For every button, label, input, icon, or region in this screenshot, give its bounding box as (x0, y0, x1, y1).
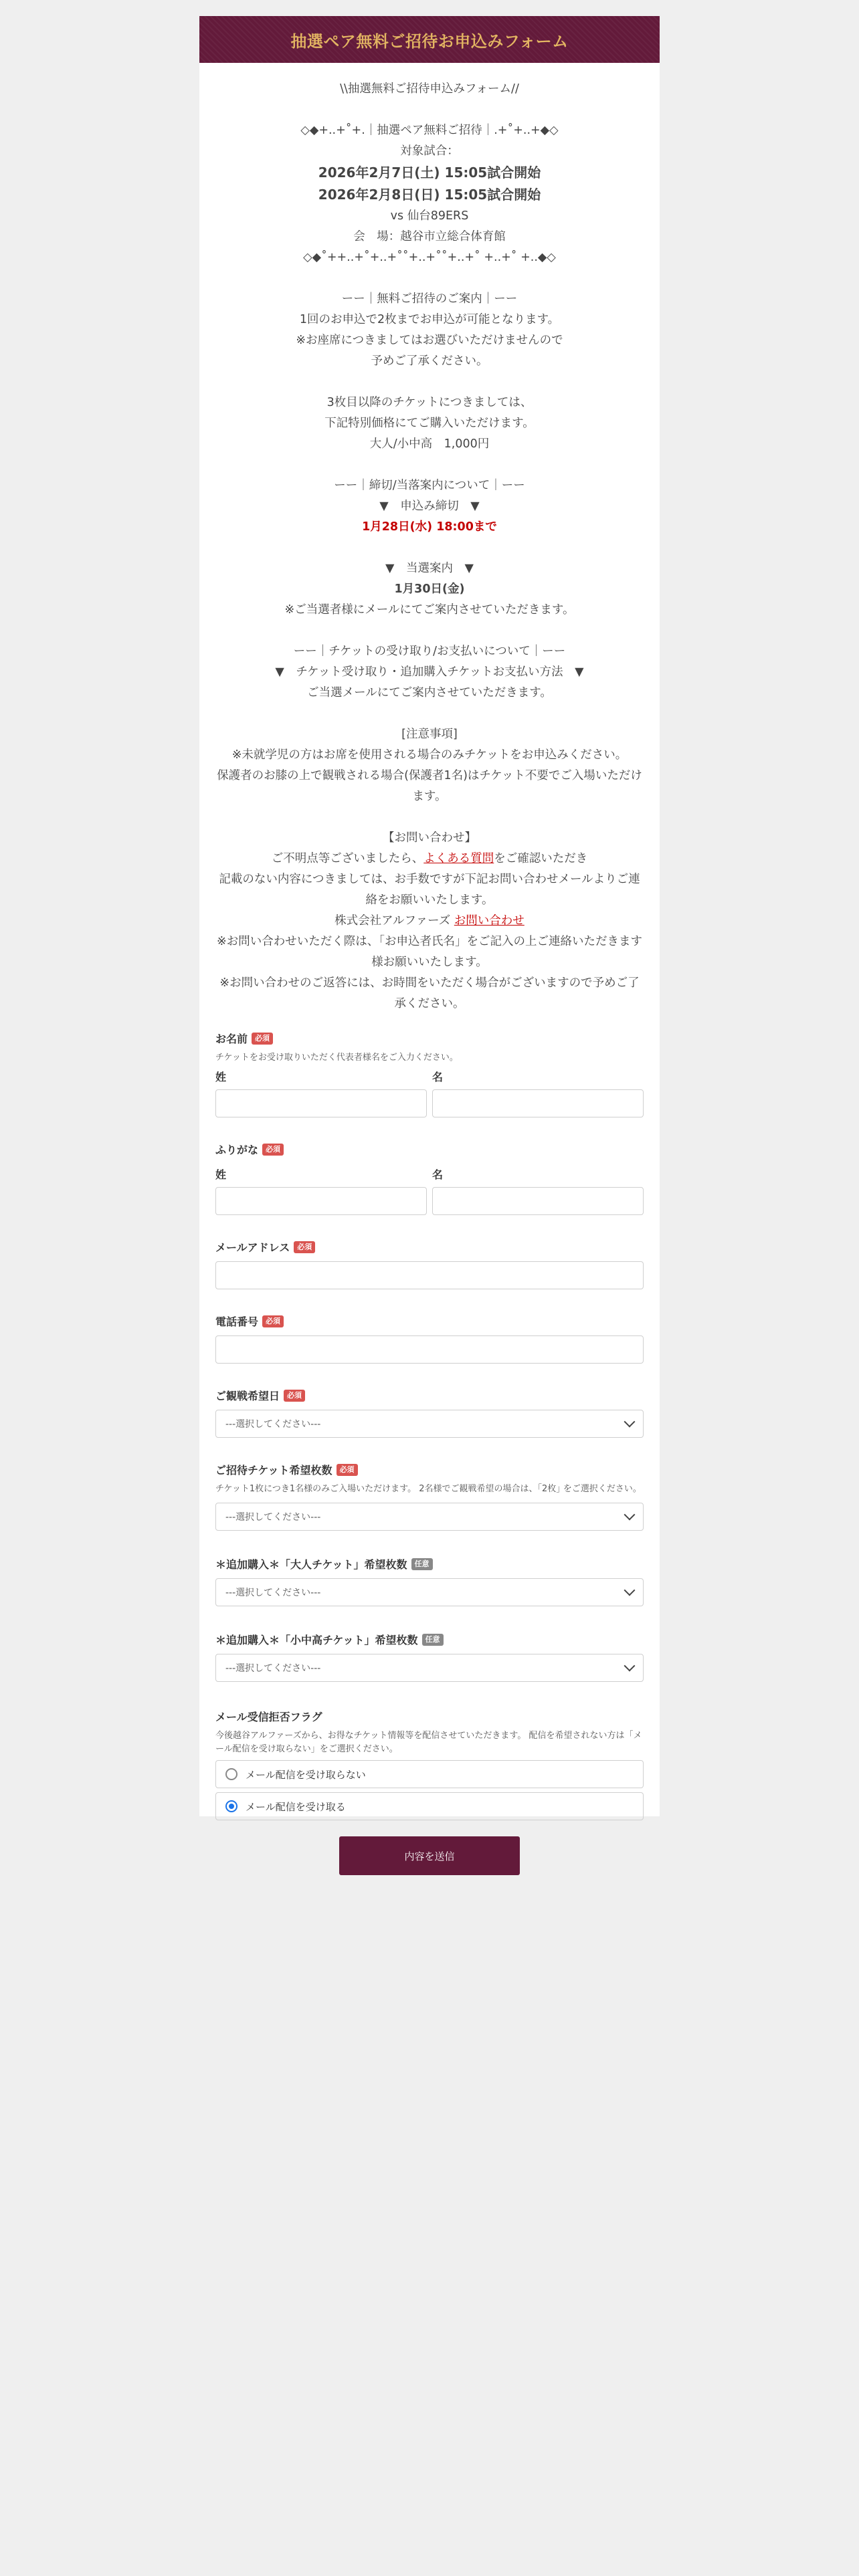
submit-wrap (215, 1836, 644, 1875)
phone-field (215, 1313, 644, 1364)
last-kana-col (215, 1166, 427, 1215)
adult-select-value: ---選択してください--- (225, 1588, 321, 1598)
phone-label: 電話番号 (215, 1315, 259, 1328)
intro-line: 1回のお申込で2枚までお申込が可能となります。 (299, 313, 560, 326)
intro-line: 下記特別価格にてご購入いただけます。 (324, 417, 535, 430)
last-kana-input[interactable] (215, 1187, 427, 1215)
company-name: 株式会社アルファーズ (335, 914, 454, 928)
first-name-label: 名 (432, 1071, 444, 1083)
ticket-count-select[interactable] (215, 1503, 644, 1531)
email-input[interactable] (215, 1261, 644, 1289)
section-heading: ーー｜無料ご招待のご案内｜ーー (341, 292, 518, 306)
chevron-down-icon (624, 1416, 636, 1428)
intro-line: ▼ 当選案内 ▼ (385, 562, 474, 575)
required-badge: 必須 (262, 1144, 284, 1156)
child-ticket-field (215, 1632, 644, 1682)
page-title: 抽選ペア無料ご招待お申込みフォーム (290, 31, 569, 51)
intro-line: \\抽選無料ご招待申込みフォーム// (340, 82, 519, 96)
first-kana-col (432, 1166, 644, 1215)
contact-heading: 【お問い合わせ】 (383, 831, 476, 845)
intro-text (199, 63, 660, 1014)
phone-input[interactable] (215, 1335, 644, 1364)
phone-label-row (215, 1313, 644, 1329)
count-label-row (215, 1462, 644, 1477)
submit-button[interactable]: 内容を送信 (339, 1836, 520, 1875)
first-name-input[interactable] (432, 1089, 644, 1117)
page-header (199, 16, 660, 63)
intro-line: ◇◆˚++..+˚+..+˚˚+..+˚˚+..+˚ +..+˚ +..◆◇ (303, 251, 556, 264)
venue: 会 場：越谷市立総合体育館 (353, 230, 506, 243)
form-container (199, 16, 660, 1862)
name-note: チケットをお受け取りいただく代表者様名をご入力ください。 (215, 1053, 458, 1063)
intro-line: ◇◆+..+˚+.｜抽選ペア無料ご招待｜.+˚+..+◆◇ (300, 124, 559, 137)
mail-label: メール受信拒否フラグ (215, 1711, 322, 1723)
intro-line: 記載のない内容につきましては、お手数ですが下記お問い合わせメールよりご連絡をお願いいたします。 (219, 873, 640, 907)
intro-line: 予めご了承ください。 (371, 354, 488, 368)
count-label: ご招待チケット希望枚数 (215, 1464, 332, 1477)
chevron-down-icon (624, 1509, 636, 1521)
intro-line: ※未就学児の方はお席を使用される場合のみチケットをお申込みください。 (231, 748, 628, 762)
first-kana-input[interactable] (432, 1187, 644, 1215)
last-name-col (215, 1069, 427, 1117)
intro-line: ▼ 申込み締切 ▼ (379, 500, 480, 513)
first-name-col (432, 1069, 644, 1117)
faq-text-b: をご確認いただき (494, 852, 588, 865)
adult-ticket-select[interactable] (215, 1578, 644, 1606)
adult-ticket-field (215, 1556, 644, 1606)
intro-line: ※お問い合わせのご返答には、お時間をいただく場合がございますので予めご了承ください。 (219, 976, 640, 1010)
contact-link[interactable]: お問い合わせ (454, 914, 524, 928)
child-select-value: ---選択してください--- (225, 1663, 321, 1674)
chevron-down-icon (624, 1660, 636, 1672)
mail-option-yes[interactable] (215, 1792, 644, 1820)
child-ticket-select[interactable] (215, 1654, 644, 1682)
intro-line: ※お座席につきましてはお選びいただけませんので (296, 334, 563, 347)
count-select-value: ---選択してください--- (225, 1512, 321, 1523)
intro-line: 対象試合： (400, 144, 459, 158)
mail-option-no-label: メール配信を受け取らない (246, 1768, 366, 1781)
email-label-row (215, 1239, 644, 1255)
game-date-2: 2026年2月8日(日) 15:05試合開始 (318, 187, 541, 203)
mail-option-no[interactable] (215, 1760, 644, 1788)
count-note: チケット1枚につき1名様のみご入場いただけます。 2名様でご観戦希望の場合は、｢2枚｣ をご選択ください。 (215, 1484, 642, 1494)
required-badge: 必須 (284, 1390, 305, 1402)
section-heading: ーー｜締切/当落案内について｜ーー (334, 479, 525, 492)
announce-date: 1月30日(金) (394, 582, 465, 596)
intro-line: 保護者のお膝の上で観戦される場合(保護者1名)はチケット不要でご入場いただけます。 (217, 769, 642, 803)
faq-line (215, 849, 644, 869)
date-select[interactable] (215, 1410, 644, 1438)
kana-label: ふりがな (215, 1144, 259, 1156)
application-form (199, 1031, 660, 1875)
name-label-row (215, 1031, 644, 1046)
chevron-down-icon (624, 1585, 636, 1596)
date-label-row (215, 1388, 644, 1403)
child-label-row (215, 1632, 644, 1647)
required-badge: 必須 (252, 1033, 273, 1045)
price-line: 大人/小中高 1,000円 (369, 437, 490, 451)
optional-badge: 任意 (422, 1634, 444, 1646)
last-kana-label: 姓 (215, 1168, 227, 1181)
date-label: ご観戦希望日 (215, 1390, 280, 1402)
intro-line: 3枚目以降のチケットにつきましては、 (326, 396, 533, 409)
faq-text-a: ご不明点等ございましたら、 (271, 852, 424, 865)
game-date-1: 2026年2月7日(土) 15:05試合開始 (318, 165, 541, 181)
adult-label-row (215, 1556, 644, 1572)
child-label: ＊追加購入＊「小中高チケット」希望枚数 (215, 1634, 418, 1646)
first-kana-label: 名 (432, 1168, 444, 1181)
company-line (215, 911, 644, 932)
opponent: vs 仙台89ERS (390, 209, 469, 223)
kana-label-row (215, 1142, 644, 1157)
last-name-input[interactable] (215, 1089, 427, 1117)
name-label: お名前 (215, 1033, 248, 1045)
date-field (215, 1388, 644, 1438)
deadline: 1月28日(水) 18:00まで (362, 520, 497, 534)
mail-flag-field (215, 1709, 644, 1820)
kana-inputs (215, 1166, 644, 1215)
section-heading: ーー｜チケットの受け取り/お支払いについて｜ーー (293, 645, 566, 658)
notes-heading: [注意事項] (401, 728, 458, 741)
mail-option-yes-label: メール配信を受け取る (246, 1800, 346, 1813)
required-badge: 必須 (262, 1315, 284, 1327)
email-label: メールアドレス (215, 1241, 290, 1254)
name-inputs (215, 1069, 644, 1117)
required-badge: 必須 (337, 1464, 358, 1476)
optional-badge: 任意 (411, 1558, 433, 1570)
intro-line: ※お問い合わせいただく際は、「お申込者氏名」をご記入の上ご連絡いただきます様お願いいたします。 (217, 935, 642, 969)
adult-label: ＊追加購入＊「大人チケット」希望枚数 (215, 1558, 407, 1571)
kana-field (215, 1142, 644, 1215)
faq-link[interactable]: よくある質問 (423, 852, 494, 865)
required-badge: 必須 (294, 1241, 315, 1253)
date-select-value: ---選択してください--- (225, 1419, 321, 1430)
mail-label-row (215, 1709, 644, 1724)
ticket-count-field (215, 1462, 644, 1531)
intro-line: ご当選メールにてご案内させていただきます。 (307, 686, 552, 700)
mail-note: 今後越谷アルファーズから、お得なチケット情報等を配信させていただきます。 配信を希望されない方は「メール配信を受け取らない」をご選択ください。 (215, 1731, 642, 1754)
intro-line: ▼ チケット受け取り・追加購入チケットお支払い方法 ▼ (275, 665, 584, 679)
email-field (215, 1239, 644, 1289)
radio-checked-icon[interactable] (225, 1800, 237, 1812)
last-name-label: 姓 (215, 1071, 227, 1083)
name-field (215, 1031, 644, 1117)
radio-unchecked-icon[interactable] (225, 1768, 237, 1780)
intro-line: ※ご当選者様にメールにてご案内させていただきます。 (284, 603, 575, 617)
